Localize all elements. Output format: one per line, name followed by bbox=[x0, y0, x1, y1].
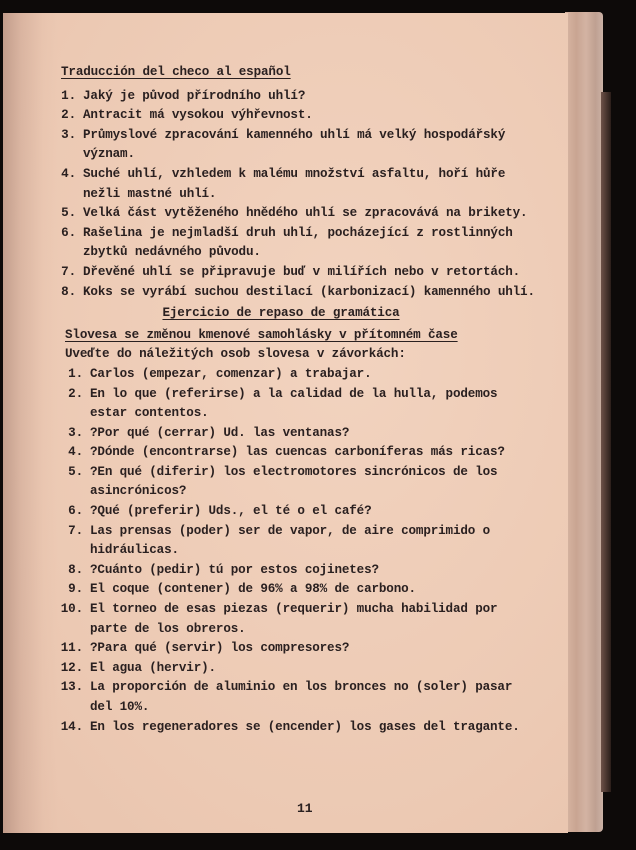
book-page bbox=[3, 13, 568, 833]
list-item: 8. ?Cuánto (pedir) tú por estos cojinetes? bbox=[68, 562, 379, 577]
list-item: 12. El agua (hervir). bbox=[60, 660, 216, 675]
list-item: 4. ?Dónde (encontrarse) las cuencas carboníferas más ricas? bbox=[68, 445, 505, 460]
list-item: 6. ?Qué (preferir) Uds., el té o el café? bbox=[68, 504, 372, 519]
grammar-list bbox=[59, 365, 541, 737]
list-item: 1. Jaký je původ přírodního uhlí? bbox=[61, 88, 306, 103]
list-item: 3. ?Por qué (cerrar) Ud. las ventanas? bbox=[68, 425, 350, 440]
list-item: 13. La proporción de aluminio en los bronces no (soler) pasar del 10%. bbox=[60, 680, 513, 714]
page-number: 11 bbox=[297, 801, 313, 816]
list-item: 2. En lo que (referirse) a la calidad de la hulla, podemos estar contentos. bbox=[68, 386, 498, 421]
list-item: 2. Antracit má vysokou výhřevnost. bbox=[61, 108, 313, 123]
section-title-grammar: Ejercicio de repaso de gramática bbox=[162, 306, 400, 321]
list-item: 5. Velká část vytěženého hnědého uhlí se zpracovává na brikety. bbox=[61, 206, 528, 221]
list-item: 7. Dřevěné uhlí se připravuje buď v milířích nebo v retortách. bbox=[61, 264, 521, 279]
list-item: 7. Las prensas (poder) ser de vapor, de aire comprimido o hidráulicas. bbox=[68, 523, 491, 558]
page-edges bbox=[565, 12, 603, 832]
section-title-translation: Traducción del checo al español bbox=[61, 65, 291, 79]
translation-list bbox=[52, 87, 541, 303]
list-item: 4. Suché uhlí, vzhledem k malému množství asfaltu, hoří hůře nežli mastné uhlí. bbox=[61, 166, 506, 201]
list-item: 9. El coque (contener) de 96% a 98% de carbono. bbox=[68, 582, 416, 597]
list-item: 5. ?En qué (diferir) los electromotores sincrónicos de los asincrónicos? bbox=[68, 464, 498, 499]
list-item: 3. Průmyslové zpracování kamenného uhlí má velký hospodářský význam. bbox=[61, 127, 506, 162]
list-item: 8. Koks se vyrábí suchou destilací (karbonizací) kamenného uhlí. bbox=[61, 284, 535, 299]
page-content bbox=[61, 63, 541, 737]
list-item: 1. Carlos (empezar, comenzar) a trabajar. bbox=[68, 366, 372, 381]
section-subtitle: Slovesa se změnou kmenové samohlásky v přítomném čase bbox=[65, 327, 458, 342]
list-item: 11. ?Para qué (servir) los compresores? bbox=[60, 641, 350, 656]
list-item: 14. En los regeneradores se (encender) los gases del tragante. bbox=[60, 719, 520, 734]
list-item: 10. El torneo de esas piezas (requerir) mucha habilidad por parte de los obreros. bbox=[60, 602, 498, 636]
instruction-text: Uveďte do náležitých osob slovesa v závorkách: bbox=[65, 347, 406, 362]
list-item: 6. Rašelina je nejmladší druh uhlí, pocházející z rostlinných zbytků nedávného původu. bbox=[61, 225, 513, 260]
